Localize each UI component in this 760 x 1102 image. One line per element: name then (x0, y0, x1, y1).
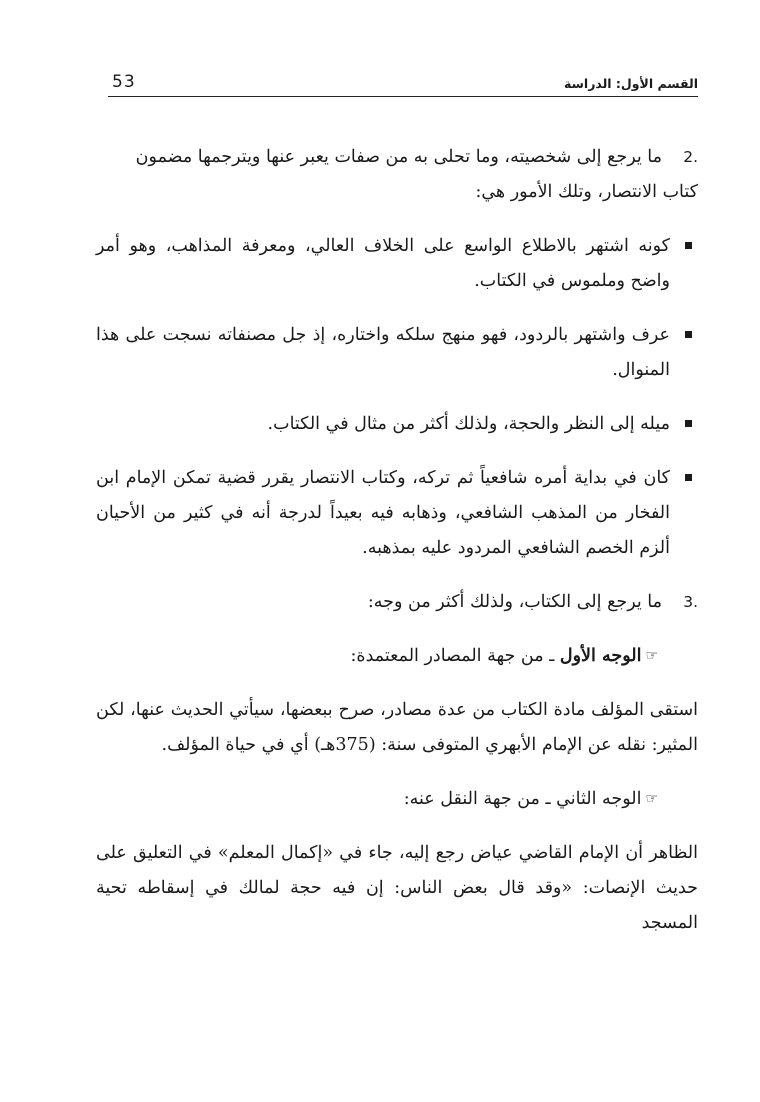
square-bullet-icon (685, 331, 692, 338)
aspect-2-title: الوجه الثاني ـ من جهة النقل عنه: (403, 789, 642, 809)
aspect-1-heading (96, 639, 698, 674)
item-number: 2. (683, 148, 698, 166)
aspect-1-subtitle: ـ من جهة المصادر المعتمدة: (350, 646, 560, 666)
paragraph-sources: استقى المؤلف مادة الكتاب من عدة مصادر، صرح ببعضها، سيأتي الحديث عنها، لكن المثير: نقله عن الإمام الأبهري المتوفى سنة: (375هـ) أي في حياة المؤلف. (96, 700, 698, 755)
square-bullet-icon (685, 242, 692, 249)
item-2-line-1: ما يرجع إلى شخصيته، وما تحلى به من صفات يعبر عنها ويترجمها مضمون (135, 147, 662, 167)
square-bullet-icon (685, 420, 692, 427)
paragraph-citations: الظاهر أن الإمام القاضي عياض رجع إليه، جاء في «إكمال المعلم» في التعليق على حديث الإنصات: «وقد قال بعض الناس: إن فيه حجة لمالك في إسقاطه تحية المسجد (96, 843, 698, 933)
page-body (96, 140, 698, 960)
page-header (108, 70, 698, 97)
pointing-hand-icon: ☞ (645, 791, 658, 807)
page-number: 53 (112, 72, 136, 92)
running-head: القسم الأول: الدراسة (564, 76, 698, 91)
bullet-text: عرف واشتهر بالردود، فهو منهج سلكه واختاره، إذ جل مصنفاته نسجت على هذا المنوال. (96, 325, 670, 380)
numbered-item-3 (96, 585, 698, 620)
item-2-line-2: كتاب الانتصار، وتلك الأمور هي: (475, 182, 698, 202)
item-3-text: ما يرجع إلى الكتاب، ولذلك أكثر من وجه: (367, 592, 662, 612)
bullet-text: كونه اشتهر بالاطلاع الواسع على الخلاف العالي، ومعرفة المذاهب، وهو أمر واضح وملموس في الكتاب. (96, 236, 670, 291)
aspect-2-heading (96, 782, 698, 817)
pointing-hand-icon: ☞ (645, 648, 658, 664)
item-number: 3. (683, 593, 698, 611)
list-item (96, 229, 698, 299)
square-bullet-icon (685, 474, 692, 481)
bullet-text: ميله إلى النظر والحجة، ولذلك أكثر من مثال في الكتاب. (267, 414, 670, 434)
bullet-text: كان في بداية أمره شافعياً ثم تركه، وكتاب الانتصار يقرر قضية تمكن الإمام ابن الفخار من المذهب الشافعي، وذهابه فيه بعيداً لدرجة أنه في كثير من الأحيان ألزم الخصم الشافعي المردود عليه بمذهبه. (96, 468, 670, 558)
bullet-list (96, 229, 698, 566)
list-item (96, 461, 698, 566)
numbered-item-2 (96, 140, 698, 210)
list-item (96, 318, 698, 388)
aspect-1-title: الوجه الأول (559, 646, 642, 666)
list-item (96, 407, 698, 442)
